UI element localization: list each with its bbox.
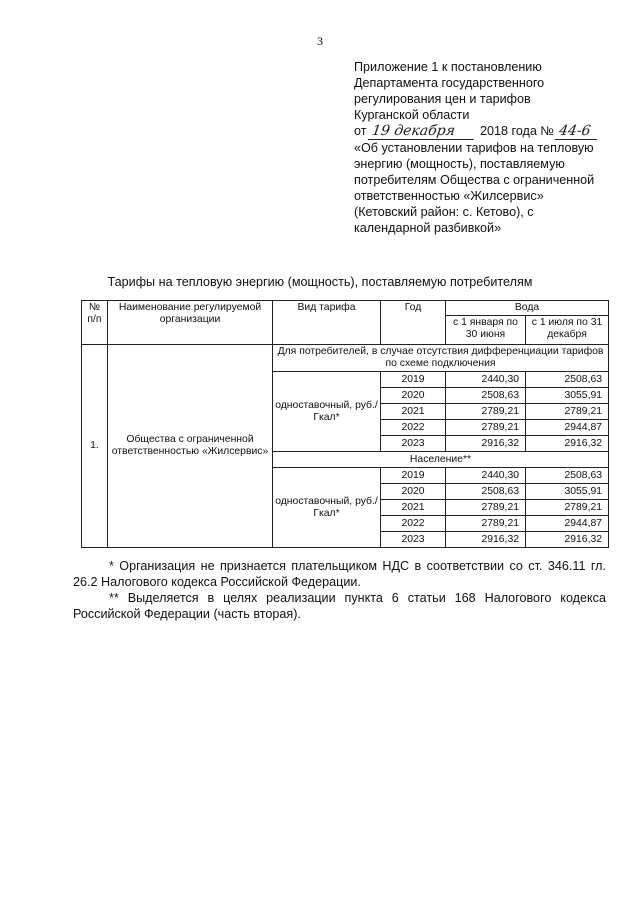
value-h2: 2916,32 (526, 436, 609, 452)
organization-name: Общества с ограниченной ответственностью «Жилсервис» (108, 345, 273, 548)
value-h1: 2789,21 (446, 500, 526, 516)
header-tariff-type: Вид тарифа (273, 301, 381, 345)
footnote-population: ** Выделяется в целях реализации пункта 6 статьи 168 Налогового кодекса Российской Федерации (часть вторая). (73, 591, 606, 621)
value-h1: 2508,63 (446, 484, 526, 500)
year-cell: 2020 (381, 388, 446, 404)
group-title: Население** (273, 452, 609, 468)
value-h1: 2789,21 (446, 420, 526, 436)
appendix-line: энергию (мощность), поставляемую (354, 157, 565, 171)
value-h1: 2916,32 (446, 532, 526, 548)
value-h1: 2916,32 (446, 436, 526, 452)
value-h2: 2508,63 (526, 372, 609, 388)
value-h2: 2789,21 (526, 404, 609, 420)
appendix-line: Курганской области (354, 108, 470, 122)
year-cell: 2020 (381, 484, 446, 500)
appendix-line: «Об установлении тарифов на тепловую (354, 141, 594, 155)
header-num: № п/п (82, 301, 108, 345)
year-cell: 2022 (381, 516, 446, 532)
appendix-line: календарной разбивкой» (354, 221, 502, 235)
year-cell: 2021 (381, 500, 446, 516)
value-h1: 2440,30 (446, 468, 526, 484)
year-cell: 2023 (381, 436, 446, 452)
value-h1: 2789,21 (446, 404, 526, 420)
tariff-type-cell: одноставочный, руб./Гкал* (273, 372, 381, 452)
tariff-type-cell: одноставочный, руб./Гкал* (273, 468, 381, 548)
page-number: 3 (317, 34, 323, 48)
value-h2: 2944,87 (526, 516, 609, 532)
tariff-table (81, 300, 609, 548)
appendix-header (354, 59, 614, 236)
footnotes (73, 558, 606, 622)
table-title: Тарифы на тепловую энергию (мощность), поставляемую потребителям (107, 275, 533, 289)
value-h2: 3055,91 (526, 388, 609, 404)
value-h1: 2440,30 (446, 372, 526, 388)
date-prefix: от (354, 124, 367, 138)
value-h2: 2944,87 (526, 420, 609, 436)
value-h1: 2508,63 (446, 388, 526, 404)
group-title: Для потребителей, в случае отсутствия дифференциации тарифов по схеме подключения (273, 345, 609, 372)
year-cell: 2019 (381, 468, 446, 484)
value-h2: 3055,91 (526, 484, 609, 500)
appendix-date-line (354, 123, 614, 140)
appendix-line: Приложение 1 к постановлению (354, 60, 542, 74)
value-h2: 2916,32 (526, 532, 609, 548)
header-water: Вода (446, 301, 609, 316)
year-cell: 2023 (381, 532, 446, 548)
header-year: Год (381, 301, 446, 345)
appendix-line: (Кетовский район: с. Кетово), с (354, 205, 534, 219)
header-period-1: с 1 января по 30 июня (446, 316, 526, 345)
header-period-2: с 1 июля по 31 декабря (526, 316, 609, 345)
value-h1: 2789,21 (446, 516, 526, 532)
year-text: 2018 года № (480, 124, 554, 138)
header-organization: Наименование регулируемой организации (108, 301, 273, 345)
row-number: 1. (82, 345, 108, 548)
handwritten-date: 19 декабря (367, 123, 475, 140)
year-cell: 2019 (381, 372, 446, 388)
year-cell: 2021 (381, 404, 446, 420)
appendix-line: потребителям Общества с ограниченной (354, 173, 595, 187)
year-cell: 2022 (381, 420, 446, 436)
appendix-line: Департамента государственного (354, 76, 545, 90)
handwritten-number: 44-6 (555, 123, 599, 140)
appendix-line: регулирования цен и тарифов (354, 92, 531, 106)
footnote-vat: * Организация не признается плательщиком НДС в соответствии со ст. 346.11 гл. 26.2 Налогового кодекса Российской Федерации. (73, 559, 606, 589)
value-h2: 2508,63 (526, 468, 609, 484)
appendix-line: ответственностью «Жилсервис» (354, 189, 544, 203)
value-h2: 2789,21 (526, 500, 609, 516)
